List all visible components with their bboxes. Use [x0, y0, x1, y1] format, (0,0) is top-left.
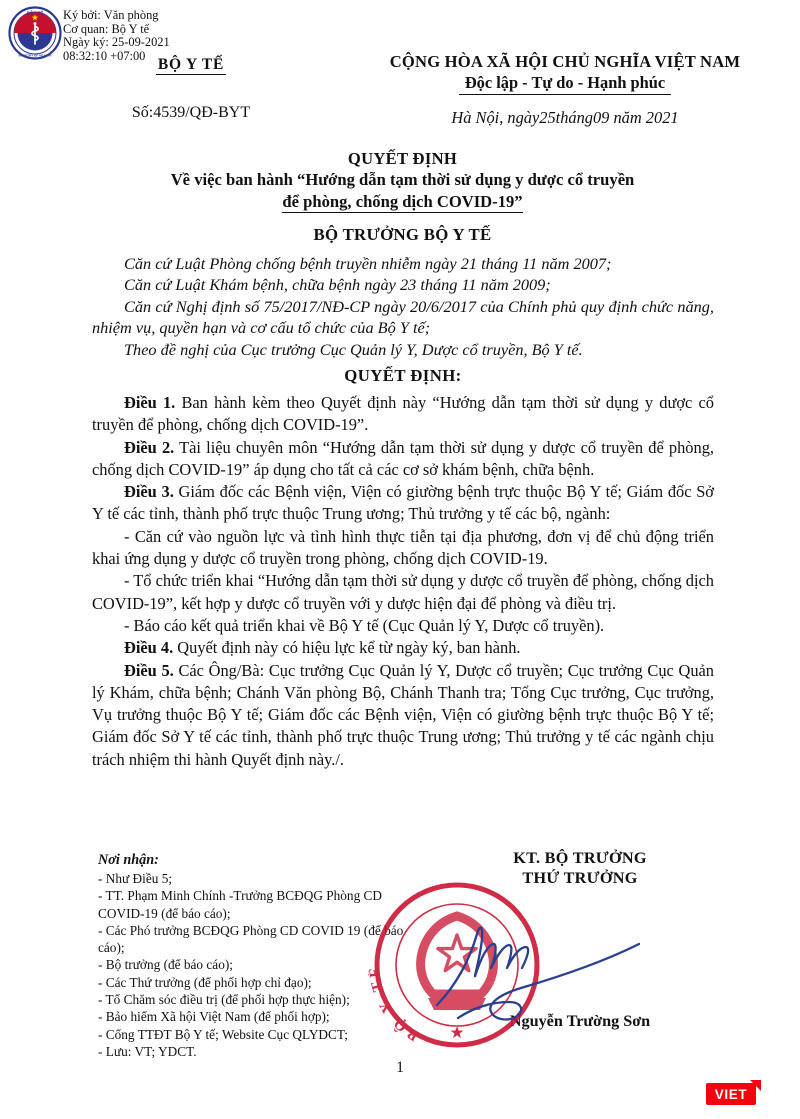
recipient-item: - Các Phó trưởng BCĐQG Phòng CD COVID 19 (để báo cáo);	[98, 922, 404, 956]
recipient-item: - Lưu: VT; YDCT.	[98, 1043, 197, 1059]
document-body	[92, 392, 714, 771]
ministry-of-health-logo-icon	[8, 6, 62, 60]
signer-name: Nguyễn Trường Sơn	[509, 1012, 651, 1030]
article-2-text: Tài liệu chuyên môn “Hướng dẫn tạm thời sử dụng y dược cổ truyền để phòng, chống dịch COVID-19” áp dụng cho tất cả các cơ sở khám bệnh, chữa bệnh.	[92, 437, 714, 479]
recipients-heading: Nơi nhận:	[98, 852, 159, 868]
article-3	[92, 481, 714, 526]
article-5-text: Các Ông/Bà: Cục trưởng Cục Quản lý Y, Dược cổ truyền; Cục trưởng Cục Quản lý Khám, chữa bệnh; Chánh Văn phòng Bộ, Chánh Thanh tra; Tổng Cục trưởng, Cục trưởng, Vụ trưởng thuộc Bộ Y tế; Giám đốc các Bệnh viện, Viện có giường bệnh trực thuộc Bộ Y tế; Giám đốc Sở Y tế các tỉnh, thành phố trực thuộc Trung ương; Thủ trưởng y tế các ngành chịu trách nhiệm thi hành Quyết định này./.	[92, 660, 714, 769]
signer-role-line-1: KT. BỘ TRƯỞNG	[513, 849, 647, 867]
document-subject-line-2: để phòng, chống dịch COVID-19”	[282, 192, 523, 211]
recipient-item: - Các Thứ trưởng (để phối hợp chỉ đạo);	[98, 974, 312, 990]
article-4	[92, 637, 714, 659]
recipient-item: - Bộ trưởng (để báo cáo);	[98, 957, 233, 973]
article-1-text: Ban hành kèm theo Quyết định này “Hướng dẫn tạm thời sử dụng y dược cổ truyền để phòng, chống dịch COVID-19”.	[92, 393, 714, 435]
document-number: Số:4539/QĐ-BYT	[131, 104, 251, 121]
recipient-item: - TT. Phạm Minh Chính -Trưởng BCĐQG Phòng CD COVID-19 (để báo cáo);	[98, 888, 383, 921]
header-right	[330, 52, 800, 127]
legal-basis-item: Căn cứ Luật Khám bệnh, chữa bệnh ngày 23 tháng 11 năm 2009;	[124, 275, 551, 295]
article-3-label: Điều 3.	[124, 482, 174, 502]
article-5	[92, 660, 714, 771]
svg-text:MINISTRY OF HEALTH: MINISTRY OF HEALTH	[18, 53, 52, 58]
document-title-block	[90, 148, 715, 245]
viet-watermark-badge	[706, 1080, 764, 1106]
recipients-list	[98, 852, 428, 1060]
recipient-item: - Bảo hiểm Xã hội Việt Nam (để phối hợp);	[98, 1009, 330, 1025]
document-subject-line-1: Về việc ban hành “Hướng dẫn tạm thời sử dụng y dược cổ truyền	[170, 170, 635, 189]
article-1	[92, 392, 714, 437]
badge-body	[706, 1083, 756, 1105]
document-type-title: QUYẾT ĐỊNH	[347, 149, 458, 168]
article-3-bullet-1: - Căn cứ vào nguồn lực và tình hình thực tiễn tại địa phương, đơn vị để chủ động triển khai ứng dụng y dược cổ truyền trong phòng, chống dịch COVID-19.	[92, 526, 714, 569]
article-3-bullet-3: - Báo cáo kết quả triển khai về Bộ Y tế (Cục Quản lý Y, Dược cổ truyền).	[124, 615, 605, 635]
article-1-label: Điều 1.	[124, 393, 176, 412]
decide-heading: QUYẾT ĐỊNH:	[344, 366, 462, 385]
country-name: CỘNG HÒA XÃ HỘI CHỦ NGHĨA VIỆT NAM	[389, 52, 741, 71]
legal-basis-item: Căn cứ Nghị định số 75/2017/NĐ-CP ngày 20/6/2017 của Chính phủ quy định chức năng, nhiệm vụ, quyền hạn và cơ cấu tổ chức của Bộ Y tế;	[92, 296, 714, 338]
digsig-time: 08:32:10 +07:00	[63, 49, 146, 64]
article-3-bullet-2: - Tổ chức triển khai “Hướng dẫn tạm thời sử dụng y dược cổ truyền để phòng, chống dịch COVID-19”, kết hợp y dược cổ truyền với y dược hiện đại để phòng và điều trị.	[92, 571, 714, 613]
svg-text:BỘ Y TẾ: BỘ Y TẾ	[26, 10, 44, 16]
recipient-item: - Cổng TTĐT Bộ Y tế; Website Cục QLYDCT;	[98, 1026, 348, 1042]
place-and-date: Hà Nội, ngày25tháng09 năm 2021	[451, 108, 679, 127]
page-number: 1	[396, 1059, 404, 1076]
legal-basis-section	[92, 253, 714, 360]
digsig-agency: Cơ quan: Bộ Y tế	[63, 21, 150, 36]
legal-basis-item: Theo đề nghị của Cục trưởng Cục Quản lý Y, Dược cổ truyền, Bộ Y tế.	[124, 339, 583, 359]
recipient-item: - Như Điều 5;	[98, 871, 173, 886]
svg-text:B Ộ Y T Ế: B Ộ Y T Ế	[368, 966, 422, 1044]
legal-basis-item: Căn cứ Luật Phòng chống bệnh truyền nhiễm ngày 21 tháng 11 năm 2007;	[124, 254, 612, 273]
digsig-signed-by: Ký bởi: Văn phòng	[63, 8, 159, 22]
signature-block	[430, 849, 730, 1030]
national-motto: Độc lập - Tự do - Hạnh phúc	[459, 73, 671, 95]
article-2	[92, 437, 714, 482]
article-4-label: Điều 4.	[124, 638, 174, 658]
header-left	[96, 56, 286, 122]
digsig-date: Ngày ký: 25-09-2021	[63, 35, 170, 50]
issuing-organization: BỘ Y TẾ	[157, 56, 225, 73]
badge-label: VIET	[714, 1086, 748, 1102]
issuer-title: BỘ TRƯỞNG BỘ Y TẾ	[313, 225, 492, 244]
recipient-item: - Tổ Chăm sóc điều trị (để phối hợp thực hiện);	[98, 992, 350, 1008]
article-5-label: Điều 5.	[124, 660, 174, 680]
signer-role-line-2: THỨ TRƯỞNG	[522, 868, 638, 887]
article-3-text: Giám đốc các Bệnh viện, Viện có giường bệnh trực thuộc Bộ Y tế; Giám đốc Sở Y tế các tỉnh, thành phố trực thuộc Trung ương; Thủ trưởng y tế các bộ, ngành:	[92, 482, 714, 524]
article-4-text: Quyết định này có hiệu lực kể từ ngày ký, ban hành.	[173, 638, 521, 658]
article-2-label: Điều 2.	[124, 437, 175, 457]
